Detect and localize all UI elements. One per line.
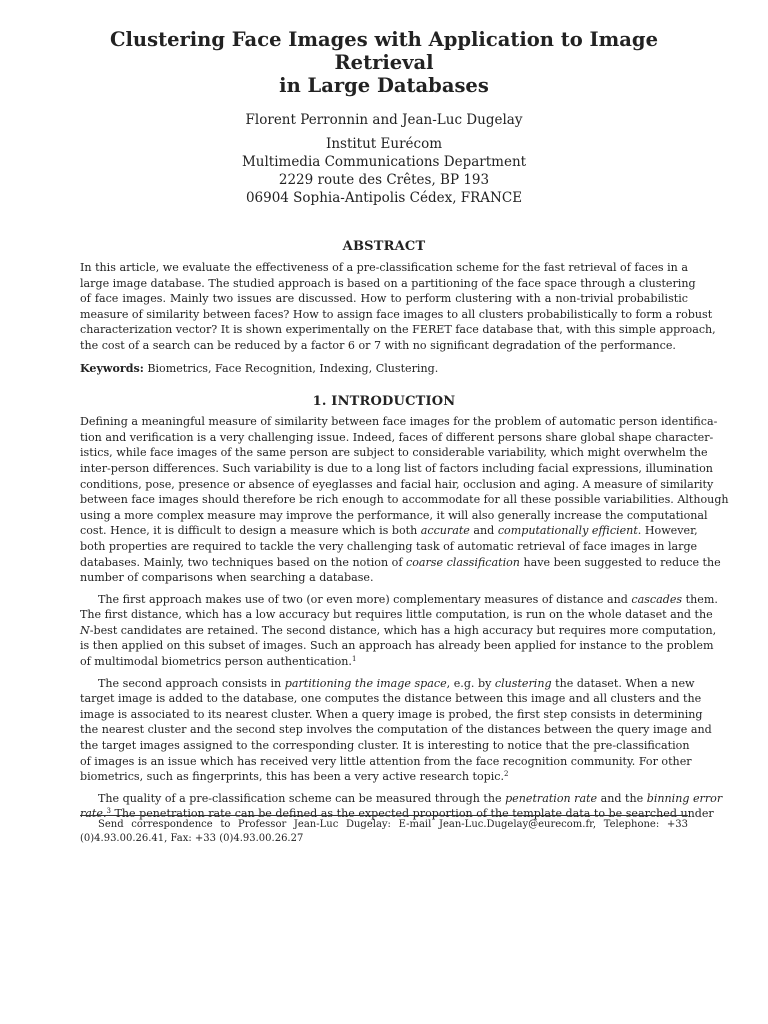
emphasis-penetration-rate: penetration rate [505,791,598,805]
affiliation-block [80,135,688,207]
emphasis-binning-error: binning error [646,791,723,805]
paragraph-line: Defining a meaningful measure of similarity between face images for the problem of automatic person identifica- [80,415,718,429]
footnote-line: Send correspondence to Professor Jean-Luc Dugelay: E-mail Jean-Luc.Dugelay@eurecom.fr, Telephone: +33 [98,819,688,830]
abstract-line: In this article, we evaluate the effectiveness of a pre-classification scheme for the fast retrieval of faces in a [80,261,688,274]
paragraph-line: the target images assigned to the corresponding cluster. It is interesting to notice that the pre-classification [80,739,690,753]
footnote-rule [80,815,688,816]
emphasis-clustering: clustering [494,676,552,690]
footnote-line: (0)4.93.00.26.41, Fax: +33 (0)4.93.00.26.27 [80,833,304,844]
paragraph-line: of images is an issue which has received very little attention from the face recognition community. For other [80,754,692,768]
paragraph-line: istics, while face images of the same person are subject to considerable variability, which might overwhelm the [80,446,708,460]
title-line-1: Clustering Face Images with Application to Image Retrieval [110,28,658,74]
introduction-heading: 1. INTRODUCTION [312,394,456,410]
paper-page [80,28,729,822]
citation-marker: 3 [106,807,111,816]
paragraph-line: using a more complex measure may improve the performance, it will also generally increase the computational [80,508,708,522]
paragraph-line: databases. Mainly, two techniques based on the notion of coarse classification have been suggested to reduce the [80,555,721,569]
paragraph-line: rate.$^3$ The penetration rate can be defined as the expected proportion of the template data to be searched under [80,807,714,821]
keywords [80,361,688,377]
paragraph-line: both properties are required to tackle the very challenging task of automatic retrieval of face images in large [80,539,698,553]
affiliation-street: 2229 route des Crêtes, BP 193 [278,172,490,188]
paragraph-line: cost. Hence, it is difficult to design a measure which is both accurate and computationally efficient. However, [80,524,698,538]
paragraph-line: is then applied on this subset of images. Such an approach has already been applied for instance to the problem [80,639,714,653]
emphasis-n: N [80,623,90,637]
abstract-line: of face images. Mainly two issues are discussed. How to perform clustering with a non-trivial probabilistic [80,292,688,306]
paragraph-line: The first distance, which has a low accuracy but requires little computation, is run on the whole dataset and the [80,608,713,622]
intro-paragraph-2 [80,592,718,670]
paragraph-line: of multimodal biometrics person authentication.$^1$ [80,655,357,669]
citation-marker: 2 [504,770,509,779]
abstract-line: large image database. The studied approach is based on a partitioning of the face space through a clustering [80,276,696,290]
paragraph-line: number of comparisons when searching a database. [80,571,374,585]
paragraph-line: target image is added to the database, one computes the distance between this image and all clusters and the [80,692,702,706]
abstract-line: the cost of a search can be reduced by a factor 6 or 7 with no significant degradation of the performance. [80,338,676,352]
paragraph-line: inter-person differences. Such variability is due to a long list of factors including facial expressions, illumination [80,461,713,475]
paragraph-line: tion and verification is a very challenging issue. Indeed, faces of different persons share global shape character- [80,430,714,444]
emphasis-computationally-efficient: computationally efficient [497,524,638,538]
abstract-text [80,260,716,354]
paragraph-line: biometrics, such as fingerprints, this has been a very active research topic.$^2$ [80,770,509,784]
emphasis-accurate: accurate [420,524,470,538]
intro-paragraph-1 [80,414,729,586]
affiliation-department: Multimedia Communications Department [241,154,527,170]
paragraph-line: conditions, pose, presence or absence of eyeglasses and facial hair, occlusion and aging. A measure of similarity [80,477,714,491]
paper-title [80,28,688,97]
abstract-line: measure of similarity between faces? How to assign face images to all clusters probabilistically to form a robust [80,307,713,321]
paragraph-line: N-best candidates are retained. The second distance, which has a high accuracy but requires more computation, [80,623,717,637]
paragraph-line: between face images should therefore be rich enough to accommodate for all these possible variabilities. Although [80,493,729,507]
author-list: Florent Perronnin and Jean-Luc Dugelay [245,112,523,128]
keywords-label: Keywords: [80,361,144,375]
paragraph-line: image is associated to its nearest cluster. When a query image is probed, the first step consists in determining [80,707,703,721]
emphasis-cascades: cascades [631,592,683,606]
abstract-heading: ABSTRACT [342,239,426,254]
intro-paragraph-3 [80,676,712,785]
emphasis-coarse-classification: coarse classification [405,555,520,569]
citation-marker: 1 [351,655,357,664]
paragraph-line: the nearest cluster and the second step involves the computation of the distances between the query image and [80,723,712,737]
footnote [80,818,688,846]
emphasis-partitioning: partitioning the image space [284,676,447,690]
affiliation-institute: Institut Eurécom [325,136,442,152]
emphasis-rate: rate [80,807,103,821]
paragraph-line: The second approach consists in partitioning the image space, e.g. by clustering the dataset. When a new [98,676,695,690]
paragraph-line: The quality of a pre-classification scheme can be measured through the penetration rate and the binning error [98,791,723,805]
paragraph-line: The first approach makes use of two (or even more) complementary measures of distance and cascades them. [98,592,718,606]
abstract-line: characterization vector? It is shown experimentally on the FERET face database that, with this simple approach, [80,323,716,337]
title-line-2: in Large Databases [279,74,489,97]
keywords-text: Biometrics, Face Recognition, Indexing, Clustering. [143,361,439,375]
affiliation-city: 06904 Sophia-Antipolis Cédex, FRANCE [245,190,523,206]
